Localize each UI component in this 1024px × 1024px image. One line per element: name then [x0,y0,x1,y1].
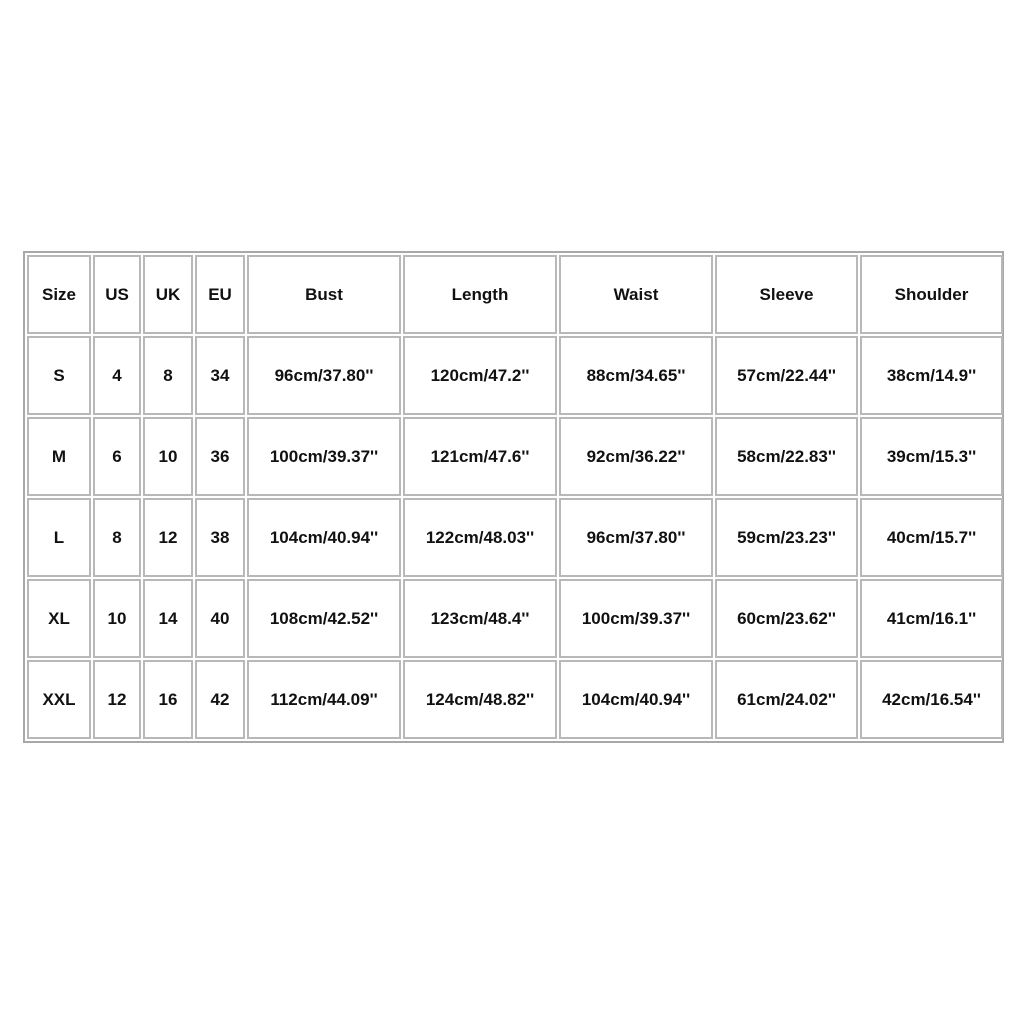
size-chart-table [25,253,1005,741]
sleeve-cell: 61cm/24.02'' [715,660,858,739]
length-cell: 120cm/47.2'' [403,336,557,415]
sleeve-cell: 60cm/23.62'' [715,579,858,658]
bust-cell: 108cm/42.52'' [247,579,401,658]
uk-cell: 10 [143,417,193,496]
table-row [27,579,1003,658]
waist-cell: 100cm/39.37'' [559,579,713,658]
uk-cell: 16 [143,660,193,739]
table-row [27,660,1003,739]
shoulder-cell: 38cm/14.9'' [860,336,1003,415]
size-cell: XL [27,579,91,658]
shoulder-cell: 39cm/15.3'' [860,417,1003,496]
sleeve-cell: 59cm/23.23'' [715,498,858,577]
table-row [27,417,1003,496]
length-cell: 121cm/47.6'' [403,417,557,496]
waist-cell: 88cm/34.65'' [559,336,713,415]
size-cell: M [27,417,91,496]
length-cell: 122cm/48.03'' [403,498,557,577]
us-cell: 6 [93,417,141,496]
size-cell: XXL [27,660,91,739]
length-cell: 123cm/48.4'' [403,579,557,658]
bust-cell: 96cm/37.80'' [247,336,401,415]
shoulder-cell: 41cm/16.1'' [860,579,1003,658]
shoulder-cell: 40cm/15.7'' [860,498,1003,577]
shoulder-cell: 42cm/16.54'' [860,660,1003,739]
bust-cell: 104cm/40.94'' [247,498,401,577]
waist-cell: 96cm/37.80'' [559,498,713,577]
header-cell-shoulder: Shoulder [860,255,1003,334]
eu-cell: 36 [195,417,245,496]
uk-cell: 12 [143,498,193,577]
header-cell-eu: EU [195,255,245,334]
header-cell-uk: UK [143,255,193,334]
us-cell: 10 [93,579,141,658]
waist-cell: 104cm/40.94'' [559,660,713,739]
table-row [27,336,1003,415]
eu-cell: 38 [195,498,245,577]
eu-cell: 40 [195,579,245,658]
sleeve-cell: 58cm/22.83'' [715,417,858,496]
bust-cell: 100cm/39.37'' [247,417,401,496]
eu-cell: 42 [195,660,245,739]
header-cell-length: Length [403,255,557,334]
eu-cell: 34 [195,336,245,415]
size-cell: L [27,498,91,577]
size-cell: S [27,336,91,415]
us-cell: 4 [93,336,141,415]
waist-cell: 92cm/36.22'' [559,417,713,496]
header-cell-size: Size [27,255,91,334]
length-cell: 124cm/48.82'' [403,660,557,739]
header-cell-us: US [93,255,141,334]
uk-cell: 8 [143,336,193,415]
uk-cell: 14 [143,579,193,658]
header-row [27,255,1003,334]
header-cell-bust: Bust [247,255,401,334]
us-cell: 12 [93,660,141,739]
table-row [27,498,1003,577]
header-cell-waist: Waist [559,255,713,334]
bust-cell: 112cm/44.09'' [247,660,401,739]
us-cell: 8 [93,498,141,577]
size-chart [23,251,1004,743]
header-cell-sleeve: Sleeve [715,255,858,334]
sleeve-cell: 57cm/22.44'' [715,336,858,415]
